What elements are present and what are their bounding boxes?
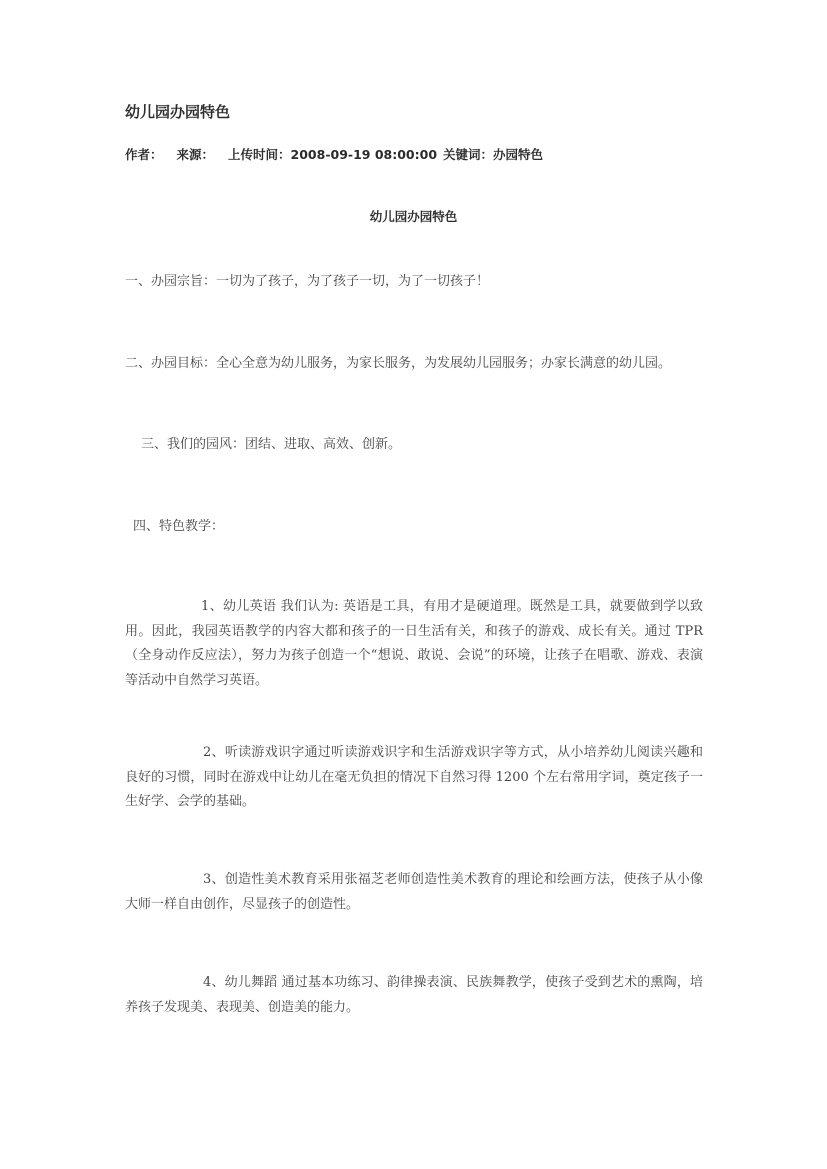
source-label: 来源： [176, 147, 215, 162]
upload-time: 上传时间：2008-09-19 08:00:00 [228, 147, 438, 162]
style-line: 三、我们的园风：团结、进取、高效、创新。 [141, 437, 402, 452]
paragraph-english: 1、幼儿英语 我们认为: 英语是工具，有用才是硬道理。既然是工具，就要做到学以致用。因此，我园英语教学的内容大都和孩子的一日生活有关，和孩子的游戏、成长有关。通过 TPR（全身动作反应法），努力为孩子创造一个“想说、敢说、会说”的环境，让孩子在唱歌、游戏、表演等活动中自然学习英语。 [125, 599, 703, 688]
author-label: 作者： [125, 147, 163, 162]
paragraph-dance: 4、幼儿舞蹈 通过基本功练习、韵律操表演、民族舞教学，使孩子受到艺术的熏陶，培养孩子发现美、表现美、创造美的能力。 [125, 975, 703, 1015]
purpose-line: 一、办园宗旨：一切为了孩子，为了孩子一切，为了一切孩子！ [125, 274, 490, 289]
paragraph-reading: 2、听读游戏识字通过听读游戏识字和生活游戏识字等方式，从小培养幼儿阅读兴趣和良好的习惯，同时在游戏中让幼儿在毫无负担的情况下自然习得 1200 个左右常用字词，奠定孩子一生好学、会学的基础。 [125, 745, 703, 809]
keywords: 关键词：办园特色 [443, 147, 544, 162]
section-heading: 幼儿园办园特色 [369, 209, 458, 224]
goal-line: 二、办园目标：全心全意为幼儿服务，为家长服务，为发展幼儿园服务；办家长满意的幼儿园。 [125, 356, 672, 371]
teaching-heading: 四、特色教学： [133, 519, 225, 534]
article-meta [125, 145, 549, 163]
page-title: 幼儿园办园特色 [125, 103, 231, 121]
paragraph-art: 3、创造性美术教育采用张福芝老师创造性美术教育的理论和绘画方法，使孩子从小像大师一样自由创作，尽显孩子的创造性。 [125, 872, 703, 912]
